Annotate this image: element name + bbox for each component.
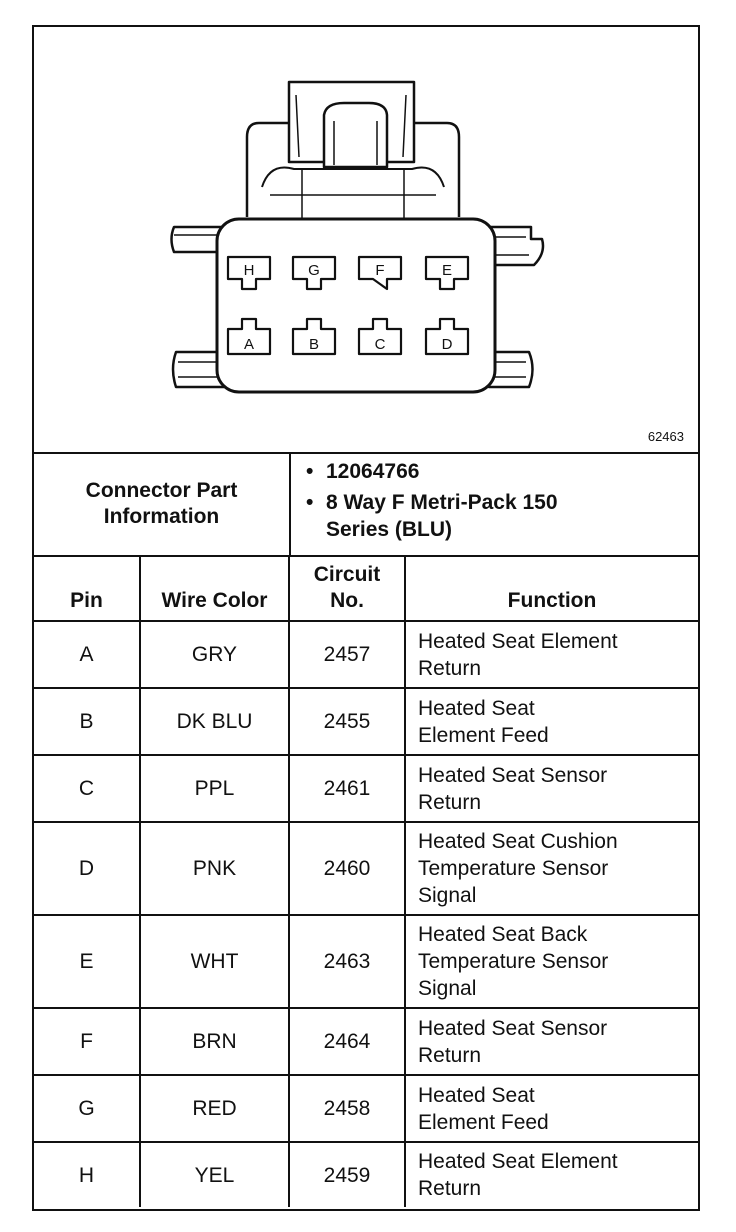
- connector-part-info: [34, 452, 698, 557]
- pin-cell: G: [34, 1075, 140, 1142]
- wire-color-cell: PNK: [140, 822, 289, 915]
- table-row: [34, 688, 698, 755]
- wire-color-cell: YEL: [140, 1142, 289, 1207]
- table-header-row: [34, 555, 698, 621]
- pin-label-f: F: [375, 262, 385, 279]
- connector-info-sheet: [32, 25, 700, 1211]
- wire-color-cell: GRY: [140, 621, 289, 688]
- table-row: [34, 822, 698, 915]
- pin-cell: E: [34, 915, 140, 1008]
- header-circuit-no: Circuit No.: [289, 555, 405, 621]
- connector-diagram: [34, 27, 698, 454]
- function-cell: Heated Seat Sensor Return: [405, 755, 698, 822]
- function-cell: Heated Seat Element Feed: [405, 688, 698, 755]
- table-row: [34, 1008, 698, 1075]
- wire-color-cell: BRN: [140, 1008, 289, 1075]
- pinout-table: [34, 555, 698, 1207]
- table-row: [34, 915, 698, 1008]
- pin-cell: H: [34, 1142, 140, 1207]
- circuit-cell: 2460: [289, 822, 405, 915]
- function-cell: Heated Seat Element Feed: [405, 1075, 698, 1142]
- pin-label-b: B: [308, 336, 320, 353]
- circuit-cell: 2459: [289, 1142, 405, 1207]
- pin-label-h: H: [243, 262, 255, 279]
- pin-cell: B: [34, 688, 140, 755]
- figure-number: 62463: [647, 429, 684, 444]
- function-cell: Heated Seat Element Return: [405, 621, 698, 688]
- circuit-cell: 2455: [289, 688, 405, 755]
- part-number: • 12064766: [306, 458, 626, 485]
- part-info-label-cell: [34, 452, 291, 555]
- function-cell: Heated Seat Cushion Temperature Sensor Signal: [405, 822, 698, 915]
- part-info-list: [306, 458, 626, 547]
- pin-label-e: E: [441, 262, 453, 279]
- circuit-cell: 2463: [289, 915, 405, 1008]
- connector-drawing: [34, 27, 698, 452]
- part-info-label: Connector Part Information: [85, 478, 238, 528]
- header-function: Function: [405, 555, 698, 621]
- pin-label-c: C: [374, 336, 386, 353]
- table-row: [34, 621, 698, 688]
- function-cell: Heated Seat Sensor Return: [405, 1008, 698, 1075]
- header-wire-color: Wire Color: [140, 555, 289, 621]
- pin-cell: F: [34, 1008, 140, 1075]
- pin-cell: A: [34, 621, 140, 688]
- pin-label-g: G: [308, 262, 320, 279]
- circuit-cell: 2457: [289, 621, 405, 688]
- wire-color-cell: PPL: [140, 755, 289, 822]
- connector-type: • 8 Way F Metri-Pack 150 Series (BLU): [306, 489, 626, 543]
- circuit-cell: 2458: [289, 1075, 405, 1142]
- function-cell: Heated Seat Element Return: [405, 1142, 698, 1207]
- circuit-cell: 2464: [289, 1008, 405, 1075]
- circuit-cell: 2461: [289, 755, 405, 822]
- wire-color-cell: DK BLU: [140, 688, 289, 755]
- wire-color-cell: WHT: [140, 915, 289, 1008]
- table-row: [34, 1142, 698, 1207]
- function-cell: Heated Seat Back Temperature Sensor Signal: [405, 915, 698, 1008]
- table-row: [34, 755, 698, 822]
- pin-cell: C: [34, 755, 140, 822]
- pin-label-a: A: [243, 336, 255, 353]
- table-row: [34, 1075, 698, 1142]
- pin-label-d: D: [441, 336, 453, 353]
- wire-color-cell: RED: [140, 1075, 289, 1142]
- header-pin: Pin: [34, 555, 140, 621]
- pin-cell: D: [34, 822, 140, 915]
